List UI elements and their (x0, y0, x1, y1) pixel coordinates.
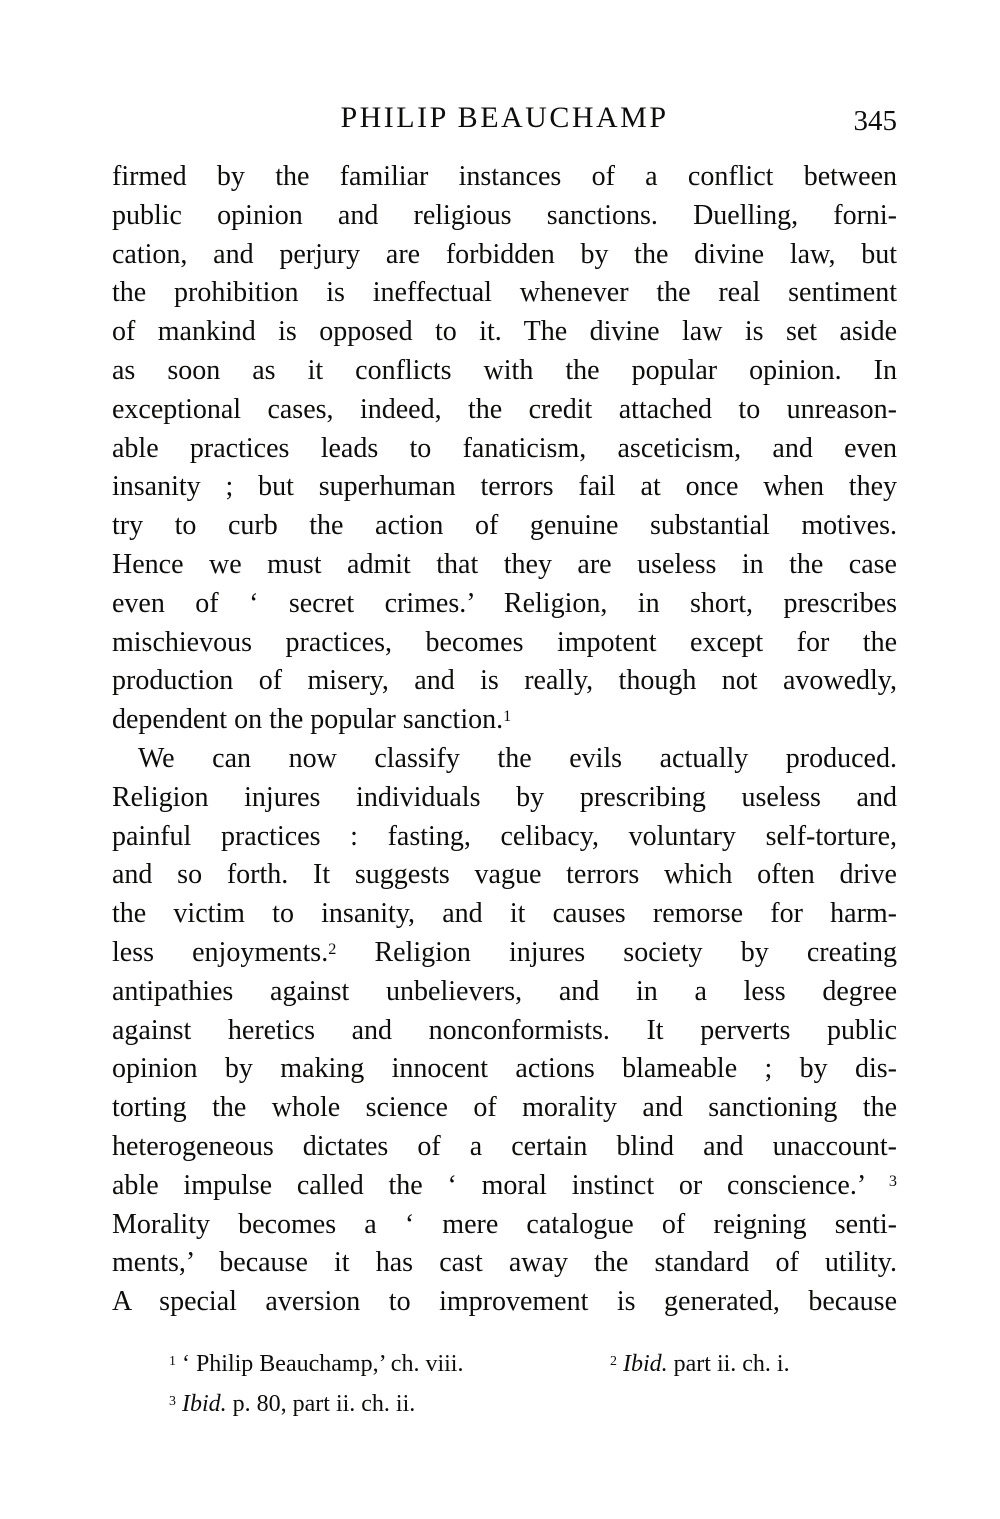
text-segment: able impulse called the ‘ moral instinct or conscience.’ (112, 1169, 889, 1201)
text-line (112, 468, 897, 507)
text-segment: exceptional cases, indeed, the credit attached to unreason- (112, 393, 897, 425)
text-segment: Religion injures individuals by prescribing useless and (112, 781, 897, 813)
text-line (112, 973, 897, 1012)
text-segment: public opinion and religious sanctions. Duelling, forni- (112, 199, 897, 231)
text-segment: able practices leads to fanaticism, asceticism, and even (112, 432, 897, 464)
text-segment: Ibid. (181, 1391, 227, 1417)
text-segment: less enjoyments. (112, 936, 329, 968)
text-line (112, 585, 897, 624)
footnote (169, 1344, 463, 1384)
footnote (610, 1344, 790, 1384)
text-segment: Religion injures society by creating (336, 936, 897, 968)
text-segment: Hence we must admit that they are useless in the case (112, 548, 897, 580)
text-segment: even of ‘ secret crimes.’ Religion, in short, prescribes (112, 587, 897, 619)
text-line (112, 430, 897, 469)
text-line (112, 313, 897, 352)
text-line (112, 236, 897, 275)
text-line (112, 1244, 897, 1283)
text-line (112, 158, 897, 197)
text-line (112, 818, 897, 857)
page-header (112, 100, 897, 140)
footnote-marker: 3 (888, 1172, 897, 1191)
text-line (112, 895, 897, 934)
text-line (112, 779, 897, 818)
text-segment: opinion by making innocent actions blameable ; by dis- (112, 1053, 897, 1085)
text-segment: and so forth. It suggests vague terrors which often drive (112, 859, 897, 891)
footnote-row (112, 1384, 897, 1424)
footnote (169, 1384, 415, 1424)
text-line (112, 197, 897, 236)
text-segment: Morality becomes a ‘ mere catalogue of reigning senti- (112, 1208, 897, 1240)
text-line (112, 1012, 897, 1051)
footnote-marker: 1 (503, 706, 512, 725)
text-line (112, 1089, 897, 1128)
text-segment: antipathies against unbelievers, and in a less degree (112, 975, 897, 1007)
footnote-row (112, 1344, 897, 1384)
footnote-marker: 2 (610, 1353, 617, 1369)
text-line (112, 391, 897, 430)
text-segment: the victim to insanity, and it causes remorse for harm- (112, 898, 897, 930)
text-segment: of mankind is opposed to it. The divine law is set aside (112, 316, 897, 348)
text-line (112, 701, 897, 740)
text-line (112, 934, 897, 973)
text-line (112, 740, 897, 779)
text-segment: ‘ Philip Beauchamp,’ ch. viii. (175, 1351, 464, 1377)
text-segment: firmed by the familiar instances of a conflict between (112, 161, 897, 192)
text-line (112, 1050, 897, 1089)
text-segment: Ibid. (622, 1351, 668, 1377)
text-line (112, 274, 897, 313)
text-segment: A special aversion to improvement is generated, because (112, 1286, 897, 1318)
text-segment: cation, and perjury are forbidden by the divine law, but (112, 238, 897, 270)
text-line (112, 624, 897, 663)
text-segment: dependent on the popular sanction. (112, 704, 504, 736)
text-segment: try to curb the action of genuine substantial motives. (112, 510, 897, 542)
text-line (112, 1283, 897, 1322)
page-number: 345 (853, 105, 897, 137)
text-segment: mischievous practices, becomes impotent except for the (112, 626, 897, 658)
text-line (112, 1167, 897, 1206)
text-line (112, 662, 897, 701)
text-line (112, 1128, 897, 1167)
text-segment: production of misery, and is really, though not avowedly, (112, 665, 897, 697)
footnote-marker: 3 (169, 1393, 176, 1409)
text-segment: against heretics and nonconformists. It perverts public (112, 1014, 897, 1046)
text-segment: torting the whole science of morality and sanctioning the (112, 1092, 897, 1124)
footnote-marker: 1 (169, 1353, 176, 1369)
running-title: PHILIP BEAUCHAMP (340, 101, 669, 134)
text-line (112, 856, 897, 895)
footnote-marker: 2 (328, 939, 337, 958)
page-body (112, 158, 897, 1322)
text-segment: painful practices : fasting, celibacy, voluntary self-torture, (112, 820, 897, 852)
text-segment: ments,’ because it has cast away the standard of utility. (112, 1247, 897, 1279)
text-line (112, 507, 897, 546)
text-line (112, 546, 897, 585)
text-segment: heterogeneous dictates of a certain blind and unaccount- (112, 1130, 897, 1162)
text-segment: insanity ; but superhuman terrors fail at once when they (112, 471, 897, 503)
text-segment: as soon as it conflicts with the popular opinion. In (112, 354, 897, 386)
text-line (112, 1206, 897, 1245)
text-segment: the prohibition is ineffectual whenever the real sentiment (112, 277, 897, 309)
text-segment: p. 80, part ii. ch. ii. (226, 1391, 416, 1417)
text-line (112, 352, 897, 391)
text-segment: We can now classify the evils actually produced. (138, 742, 897, 774)
text-segment: part ii. ch. i. (667, 1351, 790, 1377)
footnotes-section (112, 1344, 897, 1424)
